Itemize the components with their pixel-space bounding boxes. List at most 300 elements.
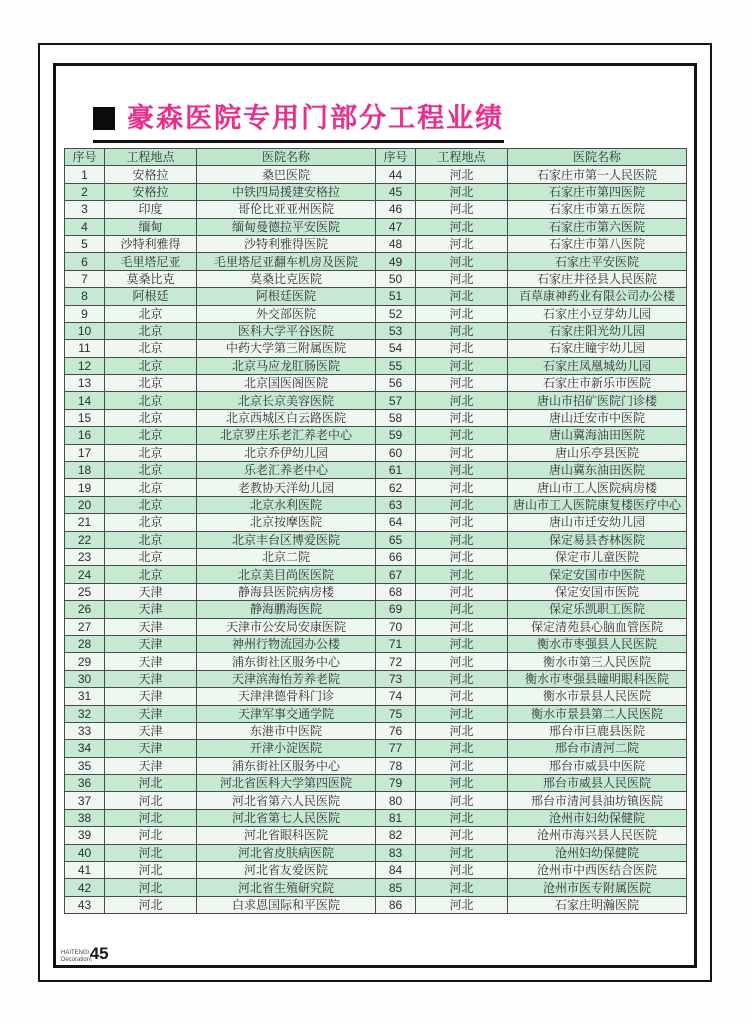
- location-cell: 沙特利雅得: [105, 235, 197, 252]
- serial-cell: 22: [65, 531, 105, 548]
- serial-cell: 10: [65, 322, 105, 339]
- serial-cell: 13: [65, 375, 105, 392]
- table-row: [65, 792, 687, 809]
- serial-cell: 41: [65, 862, 105, 879]
- projects-table: [64, 148, 687, 914]
- hospital-name-cell: 中药大学第三附属医院: [197, 340, 376, 357]
- serial-cell: 20: [65, 496, 105, 513]
- hospital-name-cell: 缅甸曼德拉平安医院: [197, 218, 376, 235]
- serial-cell: 11: [65, 340, 105, 357]
- hospital-name-cell: 天津军事交通学院: [197, 705, 376, 722]
- hospital-name-cell: 百草康神药业有限公司办公楼: [508, 288, 687, 305]
- table-row: [65, 235, 687, 252]
- serial-cell: 5: [65, 235, 105, 252]
- hospital-name-cell: 邢台市威县人民医院: [508, 775, 687, 792]
- table-row: [65, 166, 687, 183]
- location-cell: 天津: [105, 757, 197, 774]
- location-cell: 河北: [416, 618, 508, 635]
- serial-cell: 35: [65, 757, 105, 774]
- hospital-name-cell: 保定安国市中医院: [508, 566, 687, 583]
- hospital-name-cell: 神州行物流园办公楼: [197, 635, 376, 652]
- hospital-name-cell: 邢台市巨鹿县医院: [508, 722, 687, 739]
- serial-cell: 46: [376, 201, 416, 218]
- footer-brand: [61, 944, 109, 964]
- serial-cell: 37: [65, 792, 105, 809]
- hospital-name-cell: 阿根廷医院: [197, 288, 376, 305]
- serial-cell: 44: [376, 166, 416, 183]
- page-number: 45: [89, 944, 109, 963]
- column-header: 工程地点: [105, 149, 197, 166]
- hospital-name-cell: 石家庄市第八医院: [508, 235, 687, 252]
- location-cell: 河北: [416, 740, 508, 757]
- hospital-name-cell: 邢台市清河县油坊镇医院: [508, 792, 687, 809]
- hospital-name-cell: 北京二院: [197, 548, 376, 565]
- hospital-name-cell: 石家庄市新乐市医院: [508, 375, 687, 392]
- location-cell: 河北: [416, 375, 508, 392]
- location-cell: 天津: [105, 601, 197, 618]
- location-cell: 河北: [416, 896, 508, 913]
- hospital-name-cell: 石家庄瞳宇幼儿园: [508, 340, 687, 357]
- serial-cell: 67: [376, 566, 416, 583]
- serial-cell: 17: [65, 444, 105, 461]
- location-cell: 河北: [416, 479, 508, 496]
- serial-cell: 72: [376, 653, 416, 670]
- serial-cell: 47: [376, 218, 416, 235]
- hospital-name-cell: 石家庄阳光幼儿园: [508, 322, 687, 339]
- serial-cell: 31: [65, 688, 105, 705]
- table-row: [65, 688, 687, 705]
- hospital-name-cell: 浦东街社区服务中心: [197, 653, 376, 670]
- location-cell: 河北: [416, 722, 508, 739]
- location-cell: 河北: [416, 688, 508, 705]
- hospital-name-cell: 天津津德骨科门诊: [197, 688, 376, 705]
- hospital-name-cell: 石家庄市第四医院: [508, 183, 687, 200]
- serial-cell: 15: [65, 409, 105, 426]
- hospital-name-cell: 石家庄明瀚医院: [508, 896, 687, 913]
- hospital-name-cell: 沧州市中西医结合医院: [508, 862, 687, 879]
- hospital-name-cell: 中铁四局援建安格拉: [197, 183, 376, 200]
- serial-cell: 74: [376, 688, 416, 705]
- hospital-name-cell: 石家庄小豆芽幼儿园: [508, 305, 687, 322]
- location-cell: 河北: [416, 844, 508, 861]
- hospital-name-cell: 北京西城区白云路医院: [197, 409, 376, 426]
- location-cell: 毛里塔尼亚: [105, 253, 197, 270]
- serial-cell: 8: [65, 288, 105, 305]
- serial-cell: 70: [376, 618, 416, 635]
- serial-cell: 29: [65, 653, 105, 670]
- hospital-name-cell: 唐山市工人医院康复楼医疗中心: [508, 496, 687, 513]
- hospital-name-cell: 河北省生殖研究院: [197, 879, 376, 896]
- location-cell: 河北: [416, 670, 508, 687]
- serial-cell: 6: [65, 253, 105, 270]
- location-cell: 北京: [105, 427, 197, 444]
- brand-line-1: HAITENG\: [61, 950, 90, 956]
- hospital-name-cell: 北京水利医院: [197, 496, 376, 513]
- serial-cell: 27: [65, 618, 105, 635]
- location-cell: 河北: [416, 235, 508, 252]
- serial-cell: 36: [65, 775, 105, 792]
- location-cell: 河北: [416, 270, 508, 287]
- hospital-name-cell: 北京长京美容医院: [197, 392, 376, 409]
- location-cell: 北京: [105, 357, 197, 374]
- hospital-name-cell: 沧州妇幼保健院: [508, 844, 687, 861]
- serial-cell: 63: [376, 496, 416, 513]
- location-cell: 北京: [105, 409, 197, 426]
- location-cell: 天津: [105, 653, 197, 670]
- location-cell: 河北: [416, 583, 508, 600]
- serial-cell: 64: [376, 514, 416, 531]
- location-cell: 北京: [105, 514, 197, 531]
- location-cell: 河北: [105, 844, 197, 861]
- table-row: [65, 879, 687, 896]
- table-row: [65, 601, 687, 618]
- table-row: [65, 357, 687, 374]
- table-row: [65, 427, 687, 444]
- location-cell: 天津: [105, 670, 197, 687]
- title-bullet-square-icon: [93, 107, 115, 130]
- location-cell: 安格拉: [105, 166, 197, 183]
- location-cell: 河北: [105, 809, 197, 826]
- location-cell: 河北: [416, 514, 508, 531]
- hospital-name-cell: 石家庄井径县人民医院: [508, 270, 687, 287]
- serial-cell: 42: [65, 879, 105, 896]
- serial-cell: 7: [65, 270, 105, 287]
- table-row: [65, 670, 687, 687]
- location-cell: 河北: [416, 462, 508, 479]
- serial-cell: 79: [376, 775, 416, 792]
- location-cell: 北京: [105, 548, 197, 565]
- serial-cell: 84: [376, 862, 416, 879]
- table-row: [65, 392, 687, 409]
- location-cell: 北京: [105, 566, 197, 583]
- hospital-name-cell: 哥伦比亚亚州医院: [197, 201, 376, 218]
- hospital-name-cell: 沧州市海兴县人民医院: [508, 827, 687, 844]
- table-row: [65, 740, 687, 757]
- serial-cell: 28: [65, 635, 105, 652]
- location-cell: 河北: [105, 862, 197, 879]
- serial-cell: 43: [65, 896, 105, 913]
- serial-cell: 59: [376, 427, 416, 444]
- location-cell: 河北: [416, 427, 508, 444]
- table-row: [65, 270, 687, 287]
- table-header: [65, 149, 687, 166]
- table-row: [65, 462, 687, 479]
- location-cell: 河北: [416, 357, 508, 374]
- location-cell: 天津: [105, 688, 197, 705]
- hospital-name-cell: 北京乔伊幼儿园: [197, 444, 376, 461]
- serial-cell: 52: [376, 305, 416, 322]
- hospital-name-cell: 石家庄市第五医院: [508, 201, 687, 218]
- location-cell: 河北: [105, 792, 197, 809]
- serial-cell: 65: [376, 531, 416, 548]
- table-row: [65, 653, 687, 670]
- location-cell: 河北: [416, 322, 508, 339]
- table-row: [65, 322, 687, 339]
- location-cell: 北京: [105, 322, 197, 339]
- hospital-name-cell: 石家庄平安医院: [508, 253, 687, 270]
- serial-cell: 82: [376, 827, 416, 844]
- location-cell: 河北: [416, 392, 508, 409]
- table-row: [65, 827, 687, 844]
- hospital-name-cell: 邢台市威县中医院: [508, 757, 687, 774]
- hospital-name-cell: 河北省眼科医院: [197, 827, 376, 844]
- hospital-name-cell: 衡水市枣强县瞳明眼科医院: [508, 670, 687, 687]
- brand-text: [61, 950, 92, 964]
- table-row: [65, 531, 687, 548]
- serial-cell: 80: [376, 792, 416, 809]
- hospital-name-cell: 医科大学平谷医院: [197, 322, 376, 339]
- table-row: [65, 218, 687, 235]
- hospital-name-cell: 唐山冀东油田医院: [508, 462, 687, 479]
- location-cell: 河北: [416, 253, 508, 270]
- hospital-name-cell: 保定易县杏林医院: [508, 531, 687, 548]
- location-cell: 天津: [105, 722, 197, 739]
- serial-cell: 61: [376, 462, 416, 479]
- location-cell: 河北: [416, 862, 508, 879]
- hospital-name-cell: 保定乐凯职工医院: [508, 601, 687, 618]
- hospital-name-cell: 外交部医院: [197, 305, 376, 322]
- serial-cell: 23: [65, 548, 105, 565]
- location-cell: 阿根廷: [105, 288, 197, 305]
- serial-cell: 48: [376, 235, 416, 252]
- serial-cell: 32: [65, 705, 105, 722]
- location-cell: 北京: [105, 479, 197, 496]
- serial-cell: 76: [376, 722, 416, 739]
- location-cell: 河北: [416, 705, 508, 722]
- table-row: [65, 566, 687, 583]
- serial-cell: 19: [65, 479, 105, 496]
- table-row: [65, 305, 687, 322]
- table-row: [65, 722, 687, 739]
- title-block: [93, 96, 504, 143]
- table-row: [65, 896, 687, 913]
- hospital-name-cell: 浦东街社区服务中心: [197, 757, 376, 774]
- table-row: [65, 514, 687, 531]
- serial-cell: 53: [376, 322, 416, 339]
- table-row: [65, 444, 687, 461]
- serial-cell: 54: [376, 340, 416, 357]
- table-row: [65, 340, 687, 357]
- location-cell: 天津: [105, 740, 197, 757]
- serial-cell: 56: [376, 375, 416, 392]
- location-cell: 河北: [416, 601, 508, 618]
- column-header: 序号: [376, 149, 416, 166]
- page-title: 豪森医院专用门部分工程业绩: [127, 103, 504, 133]
- hospital-name-cell: 沧州市医专附属医院: [508, 879, 687, 896]
- hospital-name-cell: 静海县医院病房楼: [197, 583, 376, 600]
- location-cell: 河北: [105, 879, 197, 896]
- serial-cell: 85: [376, 879, 416, 896]
- column-header: 序号: [65, 149, 105, 166]
- hospital-name-cell: 衡水市景县第二人民医院: [508, 705, 687, 722]
- hospital-name-cell: 东港市中医院: [197, 722, 376, 739]
- hospital-name-cell: 北京按摩医院: [197, 514, 376, 531]
- serial-cell: 34: [65, 740, 105, 757]
- hospital-name-cell: 衡水市枣强县人民医院: [508, 635, 687, 652]
- location-cell: 河北: [416, 653, 508, 670]
- serial-cell: 33: [65, 722, 105, 739]
- hospital-name-cell: 毛里塔尼亚翻车机房及医院: [197, 253, 376, 270]
- serial-cell: 18: [65, 462, 105, 479]
- location-cell: 河北: [105, 827, 197, 844]
- hospital-name-cell: 唐山市招矿医院门诊楼: [508, 392, 687, 409]
- location-cell: 河北: [105, 896, 197, 913]
- serial-cell: 40: [65, 844, 105, 861]
- serial-cell: 2: [65, 183, 105, 200]
- location-cell: 河北: [416, 635, 508, 652]
- hospital-name-cell: 石家庄市第六医院: [508, 218, 687, 235]
- table-row: [65, 253, 687, 270]
- hospital-name-cell: 唐山市工人医院病房楼: [508, 479, 687, 496]
- hospital-name-cell: 邢台市清河二院: [508, 740, 687, 757]
- hospital-name-cell: 沧州市妇幼保健院: [508, 809, 687, 826]
- location-cell: 北京: [105, 444, 197, 461]
- serial-cell: 12: [65, 357, 105, 374]
- hospital-name-cell: 唐山乐亭县医院: [508, 444, 687, 461]
- serial-cell: 49: [376, 253, 416, 270]
- serial-cell: 73: [376, 670, 416, 687]
- serial-cell: 66: [376, 548, 416, 565]
- hospital-name-cell: 桑巴医院: [197, 166, 376, 183]
- serial-cell: 26: [65, 601, 105, 618]
- hospital-name-cell: 乐老汇养老中心: [197, 462, 376, 479]
- serial-cell: 60: [376, 444, 416, 461]
- location-cell: 河北: [416, 792, 508, 809]
- hospital-name-cell: 保定市儿童医院: [508, 548, 687, 565]
- column-header: 工程地点: [416, 149, 508, 166]
- location-cell: 河北: [416, 409, 508, 426]
- table-row: [65, 862, 687, 879]
- location-cell: 北京: [105, 375, 197, 392]
- hospital-name-cell: 北京国医阁医院: [197, 375, 376, 392]
- location-cell: 河北: [416, 566, 508, 583]
- hospital-name-cell: 衡水市景县人民医院: [508, 688, 687, 705]
- location-cell: 北京: [105, 462, 197, 479]
- location-cell: 北京: [105, 392, 197, 409]
- location-cell: 河北: [416, 775, 508, 792]
- serial-cell: 24: [65, 566, 105, 583]
- hospital-name-cell: 莫桑比克医院: [197, 270, 376, 287]
- location-cell: 河北: [416, 288, 508, 305]
- serial-cell: 21: [65, 514, 105, 531]
- location-cell: 河北: [416, 340, 508, 357]
- serial-cell: 62: [376, 479, 416, 496]
- table-row: [65, 757, 687, 774]
- hospital-name-cell: 河北省第六人民医院: [197, 792, 376, 809]
- hospital-name-cell: 沙特利雅得医院: [197, 235, 376, 252]
- location-cell: 河北: [416, 444, 508, 461]
- serial-cell: 51: [376, 288, 416, 305]
- location-cell: 天津: [105, 583, 197, 600]
- table-row: [65, 288, 687, 305]
- table-row: [65, 409, 687, 426]
- hospital-name-cell: 北京美目尚医医院: [197, 566, 376, 583]
- location-cell: 印度: [105, 201, 197, 218]
- serial-cell: 86: [376, 896, 416, 913]
- location-cell: 北京: [105, 340, 197, 357]
- location-cell: 河北: [105, 775, 197, 792]
- location-cell: 河北: [416, 496, 508, 513]
- location-cell: 河北: [416, 166, 508, 183]
- location-cell: 缅甸: [105, 218, 197, 235]
- serial-cell: 1: [65, 166, 105, 183]
- serial-cell: 25: [65, 583, 105, 600]
- table-row: [65, 583, 687, 600]
- hospital-name-cell: 北京丰台区博爱医院: [197, 531, 376, 548]
- serial-cell: 3: [65, 201, 105, 218]
- hospital-name-cell: 保定安国市医院: [508, 583, 687, 600]
- serial-cell: 68: [376, 583, 416, 600]
- location-cell: 河北: [416, 531, 508, 548]
- location-cell: 河北: [416, 183, 508, 200]
- hospital-name-cell: 石家庄市第一人民医院: [508, 166, 687, 183]
- table-body: [65, 166, 687, 914]
- table-row: [65, 201, 687, 218]
- hospital-name-cell: 石家庄凤凰城幼儿园: [508, 357, 687, 374]
- table-header-row: [65, 149, 687, 166]
- location-cell: 天津: [105, 635, 197, 652]
- table-row: [65, 705, 687, 722]
- hospital-name-cell: 天津市公安局安康医院: [197, 618, 376, 635]
- table-row: [65, 496, 687, 513]
- hospital-name-cell: 唐山冀海油田医院: [508, 427, 687, 444]
- hospital-name-cell: 天津滨海怡芳养老院: [197, 670, 376, 687]
- hospital-name-cell: 唐山迁安市中医院: [508, 409, 687, 426]
- hospital-name-cell: 开津小淀医院: [197, 740, 376, 757]
- location-cell: 北京: [105, 305, 197, 322]
- table-row: [65, 479, 687, 496]
- location-cell: 北京: [105, 496, 197, 513]
- hospital-name-cell: 保定清苑县心脑血管医院: [508, 618, 687, 635]
- location-cell: 河北: [416, 305, 508, 322]
- hospital-name-cell: 北京马应龙肛肠医院: [197, 357, 376, 374]
- location-cell: 河北: [416, 809, 508, 826]
- table-row: [65, 809, 687, 826]
- location-cell: 河北: [416, 757, 508, 774]
- serial-cell: 77: [376, 740, 416, 757]
- serial-cell: 30: [65, 670, 105, 687]
- hospital-name-cell: 衡水市第三人民医院: [508, 653, 687, 670]
- hospital-name-cell: 老教协天洋幼儿园: [197, 479, 376, 496]
- hospital-name-cell: 河北省友爱医院: [197, 862, 376, 879]
- serial-cell: 16: [65, 427, 105, 444]
- serial-cell: 83: [376, 844, 416, 861]
- serial-cell: 45: [376, 183, 416, 200]
- column-header: 医院名称: [197, 149, 376, 166]
- serial-cell: 75: [376, 705, 416, 722]
- brand-line-2: Decoration\: [61, 957, 92, 963]
- column-header: 医院名称: [508, 149, 687, 166]
- hospital-name-cell: 河北省第七人民医院: [197, 809, 376, 826]
- hospital-name-cell: 北京罗庄乐老汇养老中心: [197, 427, 376, 444]
- hospital-name-cell: 静海鹏海医院: [197, 601, 376, 618]
- location-cell: 北京: [105, 531, 197, 548]
- table-row: [65, 844, 687, 861]
- hospital-name-cell: 白求恩国际和平医院: [197, 896, 376, 913]
- serial-cell: 58: [376, 409, 416, 426]
- location-cell: 莫桑比克: [105, 270, 197, 287]
- serial-cell: 14: [65, 392, 105, 409]
- table-row: [65, 775, 687, 792]
- hospital-name-cell: 河北省皮肤病医院: [197, 844, 376, 861]
- table-row: [65, 183, 687, 200]
- hospital-name-cell: 河北省医科大学第四医院: [197, 775, 376, 792]
- serial-cell: 71: [376, 635, 416, 652]
- location-cell: 河北: [416, 827, 508, 844]
- serial-cell: 4: [65, 218, 105, 235]
- location-cell: 天津: [105, 618, 197, 635]
- serial-cell: 9: [65, 305, 105, 322]
